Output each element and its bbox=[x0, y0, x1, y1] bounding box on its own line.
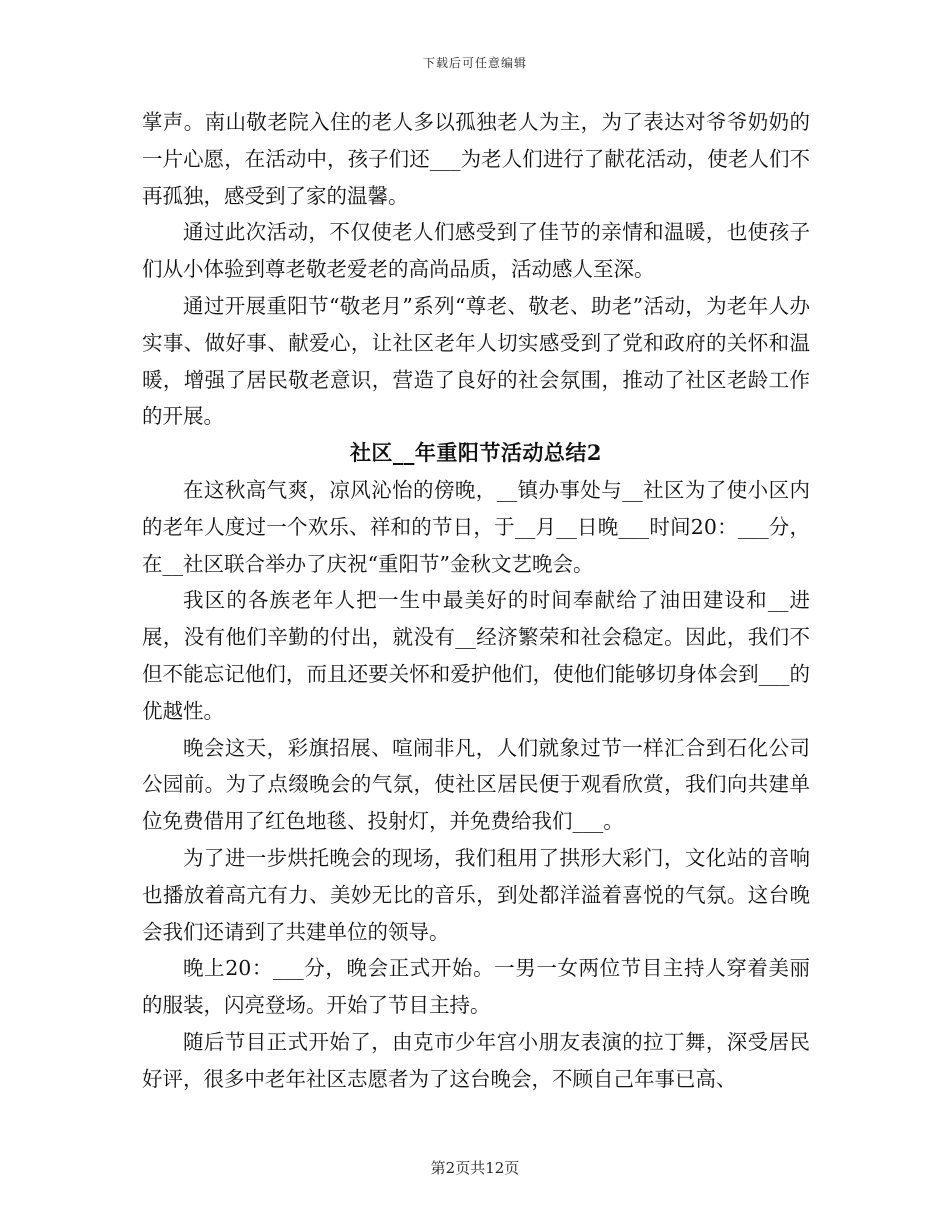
document-body bbox=[142, 104, 810, 1098]
paragraph: 在这秋高气爽，凉风沁怡的傍晚，__镇办事处与__社区为了使小区内的老年人度过一个欢乐、祥和的节日，于__月__日晚___时间20：___分，在__社区联合举办了庆祝“重阳节”金秋文艺晚会。 bbox=[142, 477, 810, 576]
paragraph: 晚上20：___分，晚会正式开始。一男一女两位节目主持人穿着美丽的服装，闪亮登场。开始了节目主持。 bbox=[142, 956, 810, 1018]
paragraph: 随后节目正式开始了，由克市少年宫小朋友表演的拉丁舞，深受居民好评，很多中老年社区志愿者为了这台晚会，不顾自己年事已高、 bbox=[142, 1029, 810, 1091]
paragraph: 通过开展重阳节“敬老月”系列“尊老、敬老、助老”活动，为老年人办实事、做好事、献爱心，让社区老年人切实感受到了党和政府的关怀和温暖，增强了居民敬老意识，营造了良好的社会氛围，推动了社区老龄工作的开展。 bbox=[142, 293, 810, 429]
page-number: 第2页共12页 bbox=[430, 1159, 520, 1177]
paragraph-continued: 掌声。南山敬老院入住的老人多以孤独老人为主，为了表达对爷爷奶奶的一片心愿，在活动中，孩子们还___为老人们进行了献花活动，使老人们不再孤独，感受到了家的温馨。 bbox=[142, 110, 810, 208]
section-heading: 社区__年重阳节活动总结2 bbox=[349, 440, 603, 466]
paragraph: 晚会这天，彩旗招展、喧闹非凡，人们就象过节一样汇合到石化公司公园前。为了点缀晚会的气氛，使社区居民便于观看欣赏，我们向共建单位免费借用了红色地毯、投射灯，并免费给我们___。 bbox=[142, 735, 810, 834]
page-header-note: 下载后可任意编辑 bbox=[422, 56, 527, 70]
paragraph: 我区的各族老年人把一生中最美好的时间奉献给了油田建设和__进展，没有他们辛勤的付出，就没有__经济繁荣和社会稳定。因此，我们不但不能忘记他们，而且还要关怀和爱护他们，使他们能够切身体会到___的优越性。 bbox=[142, 588, 810, 723]
paragraph: 通过此次活动，不仅使老人们感受到了佳节的亲情和温暖，也使孩子们从小体验到尊老敬老爱老的高尚品质，活动感人至深。 bbox=[142, 220, 810, 282]
paragraph: 为了进一步烘托晚会的现场，我们租用了拱形大彩门，文化站的音响也播放着高亢有力、美妙无比的音乐，到处都洋溢着喜悦的气氛。这台晚会我们还请到了共建单位的领导。 bbox=[142, 845, 810, 944]
